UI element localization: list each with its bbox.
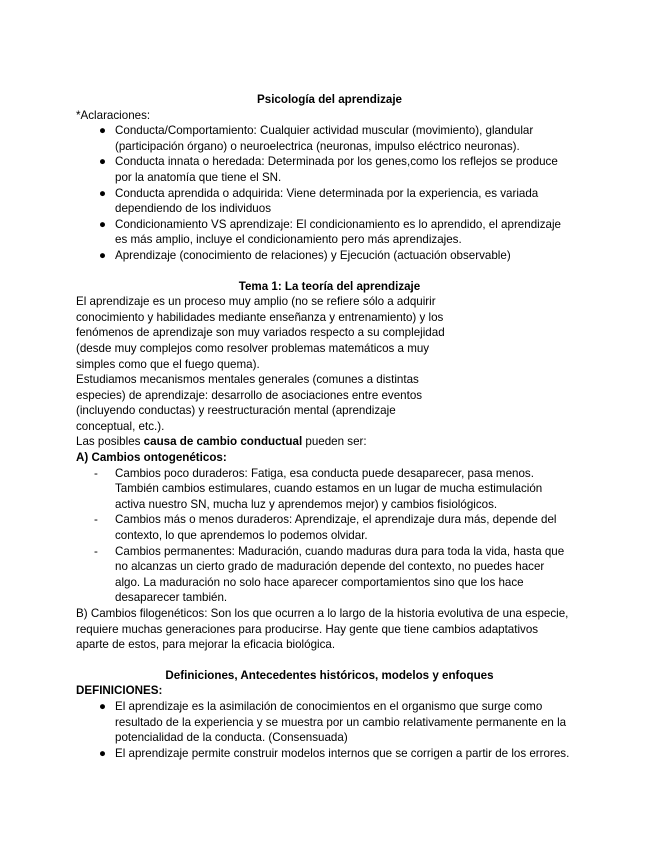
intro-paragraph: El aprendizaje es un proceso muy amplio (no se refiere sólo a adquirir conocimiento y habilidades mediante enseñanza y entrenamiento) y los fenómenos de aprendizaje son muy variados respecto a su complejidad (desde muy complejos como resolver problemas matemáticos a muy simples como que el fuego quema). Estudiamos mecanismos mentales generales (comunes a distintas especies) de aprendizaje: desarrollo de asociaciones entre eventos (incluyendo conductas) y reestructuración mental (aprendizaje conceptual, etc.). <box>76 295 445 433</box>
bullet-icon: ● <box>99 155 107 169</box>
bullet-icon: ● <box>99 124 107 138</box>
list-item: ● Conducta innata o heredada: Determinada por los genes,como los reflejos se produce por la anatomía que tiene el SN. <box>99 155 558 184</box>
definiciones-label: DEFINICIONES: <box>76 684 163 698</box>
list-item: - Cambios más o menos duraderos: Aprendizaje, el aprendizaje dura más, depende del contexto, lo que aprendemos lo podemos olvidar. <box>94 513 557 543</box>
ontogeneticos-list <box>76 466 583 606</box>
bullet-icon: ● <box>99 248 107 262</box>
dash-icon: - <box>94 544 98 558</box>
list-item: ● Condicionamiento VS aprendizaje: El condicionamiento es lo aprendido, el aprendizaje es más amplio, incluye el condicionamiento pero más aprendizajes. <box>99 217 561 247</box>
list-item: ● Conducta/Comportamiento: Cualquier actividad muscular (movimiento), glandular (participación órgano) o neuroelectrica (neuronas, impulso eléctrico neuronas). <box>99 124 534 153</box>
list-item: - Cambios poco duraderos: Fatiga, esa conducta puede desaparecer, pasa menos. También cambios estimulares, cuando estamos en un lugar de mucha estimulación activa nuestro SN, mucha luz y aprendemos mejor) y cambios fisiológicos. <box>94 466 543 511</box>
list-item: ● Aprendizaje (conocimiento de relaciones) y Ejecución (actuación observable) <box>99 248 511 262</box>
dash-icon: - <box>94 513 98 527</box>
bullet-icon: ● <box>99 699 107 713</box>
aclaraciones-list <box>76 123 583 263</box>
ontogeneticos-label: A) Cambios ontogenéticos: <box>76 451 227 465</box>
bullet-icon: ● <box>99 217 107 231</box>
list-item: ● El aprendizaje permite construir modelos internos que se corrigen a partir de los errores. <box>99 746 570 760</box>
causa-line: Las posibles causa de cambio conductual pueden ser: <box>76 435 367 449</box>
list-item: ● Conducta aprendida o adquirida: Viene determinada por la experiencia, es variada dependiendo de los individuos <box>99 186 539 216</box>
bullet-icon: ● <box>99 186 107 200</box>
aclaraciones-label: *Aclaraciones: <box>76 108 151 122</box>
dash-icon: - <box>94 466 98 480</box>
list-item: ● El aprendizaje es la asimilación de conocimientos en el organismo que surge como resultado de la experiencia y se muestra por un cambio relativamente permanente en la potencialidad de la conducta. (Consensuada) <box>99 699 567 745</box>
list-item: - Cambios permanentes: Maduración, cuando maduras dura para toda la vida, hasta que no alcanzas un cierto grado de maduración depende del contexto, no puedes hacer algo. La maduración no solo hace aparecer comportamientos sino que los hace desaparecer también. <box>94 544 565 605</box>
document-title: Psicología del aprendizaje <box>257 93 402 106</box>
definiciones-list <box>76 699 583 761</box>
definiciones-title: Definiciones, Antecedentes históricos, modelos y enfoques <box>165 668 494 682</box>
filogeneticos-paragraph: B) Cambios filogenéticos: Son los que ocurren a lo largo de la historia evolutiva de una especie, requiere muchas generaciones para producirse. Hay gente que tiene cambios adaptativos aparte de estos, para mejorar la eficacia biológica. <box>76 607 569 652</box>
bullet-icon: ● <box>99 746 107 760</box>
tema1-title: Tema 1: La teoría del aprendizaje <box>238 279 421 293</box>
